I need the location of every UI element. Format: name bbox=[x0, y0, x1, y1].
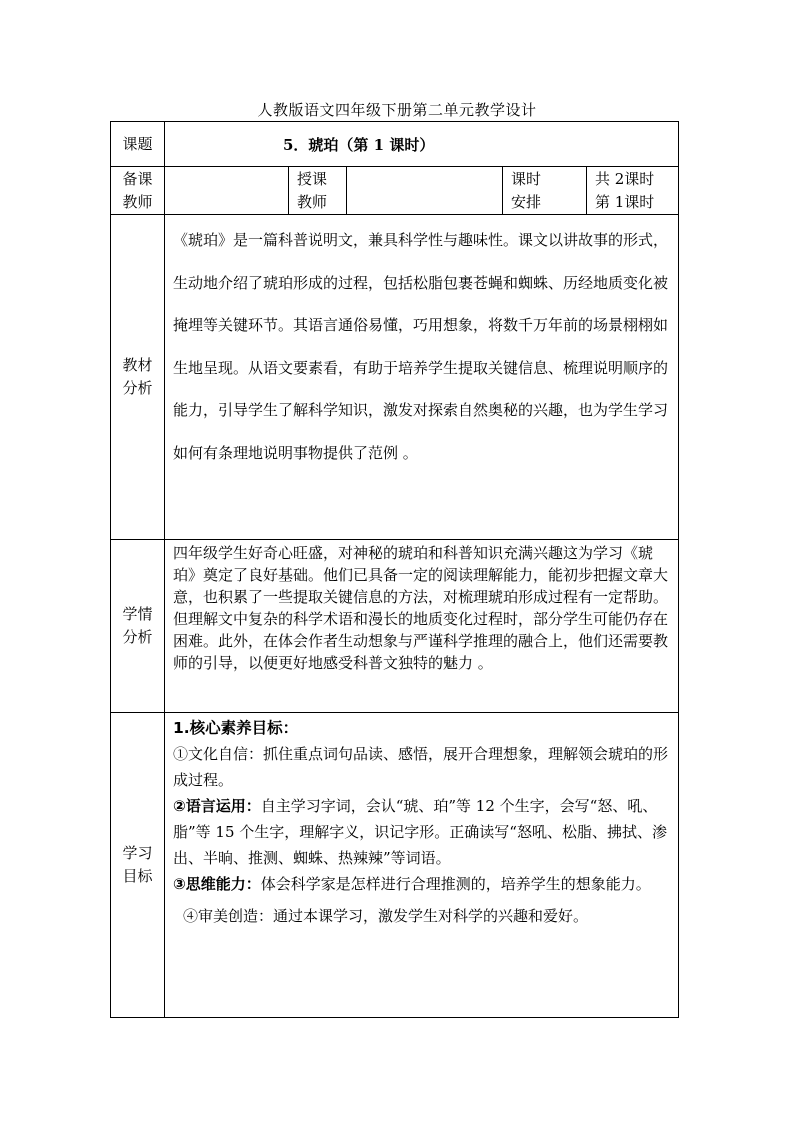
schedule-label: 课时 安排 bbox=[503, 167, 587, 215]
material-analysis-text: 《琥珀》是一篇科普说明文，兼具科学性与趣味性。课文以讲故事的形式，生动地介绍了琥珀形成的过程，包括松脂包裹苍蝇和蜘蛛、历经地质变化被掩埋等关键环节。其语言通俗易懂，巧用想象，将数千万年前的场景栩栩如生地呈现。从语文要素看，有助于培养学生提取关键信息、梳理说明顺序的能力，引导学生了解科学知识，激发对探索自然奥秘的兴趣，也为学生学习如何有条理地说明事物提供了范例 。 bbox=[165, 215, 679, 540]
schedule-value: 共 2课时 第 1课时 bbox=[587, 167, 679, 215]
teacher-value bbox=[165, 167, 289, 215]
goal-thinking-head: ③思维能力： bbox=[173, 875, 261, 893]
instructor-label: 授课 教师 bbox=[289, 167, 347, 215]
document-title: 人教版语文四年级下册第二单元教学设计 bbox=[257, 101, 537, 119]
learning-goals-label: 学习 目标 bbox=[111, 713, 165, 1018]
topic-label: 课题 bbox=[111, 122, 165, 167]
goal-language-use bbox=[173, 793, 674, 871]
instructor-value bbox=[347, 167, 503, 215]
learner-analysis-label: 学情 分析 bbox=[111, 540, 165, 713]
goals-heading: 1.核心素养目标： bbox=[173, 719, 299, 737]
learner-analysis-text: 四年级学生好奇心旺盛，对神秘的琥珀和科普知识充满兴趣这为学习《琥珀》奠定了良好基础。他们已具备一定的阅读理解能力，能初步把握文章大意，也积累了一些提取关键信息的方法，对梳理琥珀形成过程有一定帮助。但理解文中复杂的科学术语和漫长的地质变化过程时，部分学生可能仍存在困难。此外，在体会作者生动想象与严谨科学推理的融合上，他们还需要教师的引导，以便更好地感受科普文独特的魅力 。 bbox=[165, 540, 679, 713]
goal-cultural-confidence: ①文化自信：抓住重点词句品读、感悟，展开合理想象，理解领会琥珀的形成过程。 bbox=[173, 745, 669, 789]
goal-language-use-head: ②语言运用： bbox=[173, 797, 261, 815]
learning-goals bbox=[165, 713, 679, 1018]
lesson-title: 5．琥珀（第 1 课时） bbox=[165, 122, 679, 167]
lesson-plan-table bbox=[110, 121, 679, 1018]
goal-aesthetic: ④审美创造：通过本课学习，激发学生对科学的兴趣和爱好。 bbox=[183, 907, 589, 925]
teacher-label: 备课 教师 bbox=[111, 167, 165, 215]
goal-language-use-text: 自主学习字词，会认“琥、珀”等 12 个生字，会写“怒、吼、脂”等 15 个生字，理解字义，识记字形。正确读写“怒吼、松脂、拂拭、渗出、半晌、推测、蜘蛛、热辣辣”等词语。 bbox=[173, 797, 667, 867]
goal-thinking bbox=[173, 871, 674, 897]
material-analysis-label: 教材 分析 bbox=[111, 215, 165, 540]
goal-thinking-text: 体会科学家是怎样进行合理推测的，培养学生的想象能力。 bbox=[260, 875, 651, 893]
